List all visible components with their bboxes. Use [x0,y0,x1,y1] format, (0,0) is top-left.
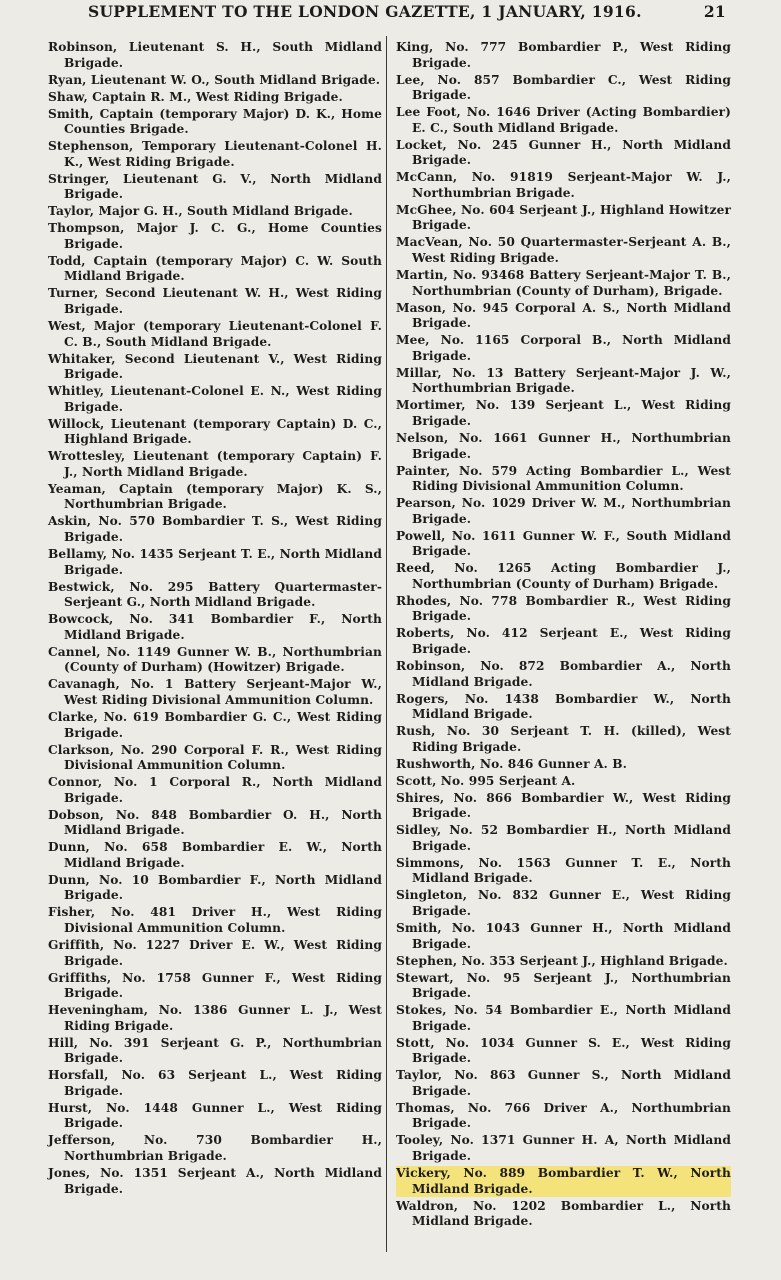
list-entry: Thomas, No. 766 Driver A., Northumbrian Brigade. [396,1100,731,1131]
list-entry: Stephenson, Temporary Lieutenant-Colonel H. K., West Riding Brigade. [48,139,382,169]
list-entry: Yeaman, Captain (temporary Major) K. S., Northumbrian Brigade. [48,481,382,512]
list-entry: McCann, No. 91819 Serjeant-Major W. J., Northumbrian Brigade. [396,170,731,200]
list-entry: Stott, No. 1034 Gunner S. E., West Riding Brigade. [396,1035,731,1066]
list-entry: Willock, Lieutenant (temporary Captain) D. C., Highland Brigade. [48,416,382,447]
list-entry: Rogers, No. 1438 Bombardier W., North Midland Brigade. [396,691,731,722]
list-entry: Ryan, Lieutenant W. O., South Midland Brigade. [48,72,381,87]
list-entry: Robinson, Lieutenant S. H., South Midland Brigade. [48,40,382,70]
list-entry: Painter, No. 579 Acting Bombardier L., West Riding Divisional Ammunition Column. [396,463,731,494]
list-entry: Shires, No. 866 Bombardier W., West Riding Brigade. [396,790,731,821]
list-entry: Griffith, No. 1227 Driver E. W., West Riding Brigade. [48,937,382,968]
list-entry: Griffiths, No. 1758 Gunner F., West Riding Brigade. [48,970,382,1001]
list-entry: Wrottesley, Lieutenant (temporary Captain) F. J., North Midland Brigade. [48,449,382,479]
list-entry: Stewart, No. 95 Serjeant J., Northumbrian Brigade. [396,970,731,1001]
list-entry: Mason, No. 945 Corporal A. S., North Midland Brigade. [396,300,731,331]
highlighted-list-entry: Vickery, No. 889 Bombardier T. W., North Midland Brigade. [396,1166,731,1196]
right-column [396,40,731,1231]
list-entry: Whitaker, Second Lieutenant V., West Riding Brigade. [48,351,382,382]
list-entry: Smith, Captain (temporary Major) D. K., Home Counties Brigade. [48,106,382,137]
list-entry: Pearson, No. 1029 Driver W. M., Northumbrian Brigade. [396,496,731,526]
list-entry: Cavanagh, No. 1 Battery Serjeant-Major W., West Riding Divisional Ammunition Column. [48,677,382,707]
page-header [88,2,738,32]
column-divider [386,36,387,1252]
page-title: SUPPLEMENT TO THE LONDON GAZETTE, 1 JANUARY, 1916. [88,2,642,21]
list-entry: Waldron, No. 1202 Bombardier L., North Midland Brigade. [396,1198,731,1229]
list-entry: Whitley, Lieutenant-Colonel E. N., West Riding Brigade. [48,384,382,414]
list-entry: Mee, No. 1165 Corporal B., North Midland Brigade. [396,333,731,363]
list-entry: Simmons, No. 1563 Gunner T. E., North Midland Brigade. [396,855,731,886]
list-entry: Clarke, No. 619 Bombardier G. C., West Riding Brigade. [48,709,382,740]
list-entry: Reed, No. 1265 Acting Bombardier J., Northumbrian (County of Durham) Brigade. [396,561,731,591]
list-entry: Bowcock, No. 341 Bombardier F., North Midland Brigade. [48,612,382,642]
list-entry: MacVean, No. 50 Quartermaster-Serjeant A. B., West Riding Brigade. [396,235,731,266]
list-entry: McGhee, No. 604 Serjeant J., Highland Howitzer Brigade. [396,202,731,233]
list-entry: Horsfall, No. 63 Serjeant L., West Riding Brigade. [48,1068,382,1098]
list-entry: Heveningham, No. 1386 Gunner L. J., West Riding Brigade. [48,1003,382,1033]
list-entry: Jones, No. 1351 Serjeant A., North Midland Brigade. [48,1166,382,1196]
list-entry: Connor, No. 1 Corporal R., North Midland Brigade. [48,775,382,805]
list-entry: Rushworth, No. 846 Gunner A. B. [396,756,627,771]
list-entry: Smith, No. 1043 Gunner H., North Midland Brigade. [396,921,731,951]
list-entry: Stephen, No. 353 Serjeant J., Highland Brigade. [396,953,728,968]
list-entry: Fisher, No. 481 Driver H., West Riding Divisional Ammunition Column. [48,905,382,935]
list-entry: Powell, No. 1611 Gunner W. F., South Midland Brigade. [396,528,731,559]
list-entry: Singleton, No. 832 Gunner E., West Riding Brigade. [396,888,731,919]
list-entry: Jefferson, No. 730 Bombardier H., Northumbrian Brigade. [48,1133,382,1164]
list-entry: Locket, No. 245 Gunner H., North Midland Brigade. [396,137,731,168]
left-column [48,40,382,1199]
list-entry: West, Major (temporary Lieutenant-Colonel F. C. B., South Midland Brigade. [48,319,382,349]
list-entry: King, No. 777 Bombardier P., West Riding Brigade. [396,40,731,70]
list-entry: Hurst, No. 1448 Gunner L., West Riding Brigade. [48,1100,382,1131]
list-entry: Bestwick, No. 295 Battery Quartermaster-Serjeant G., North Midland Brigade. [48,579,382,610]
list-entry: Dunn, No. 10 Bombardier F., North Midland Brigade. [48,872,382,903]
list-entry: Turner, Second Lieutenant W. H., West Riding Brigade. [48,286,382,317]
list-entry: Bellamy, No. 1435 Serjeant T. E., North Midland Brigade. [48,547,382,577]
list-entry: Lee Foot, No. 1646 Driver (Acting Bombardier) E. C., South Midland Brigade. [396,105,731,135]
list-entry: Tooley, No. 1371 Gunner H. A, North Midland Brigade. [396,1133,731,1164]
list-entry: Dobson, No. 848 Bombardier O. H., North Midland Brigade. [48,807,382,838]
list-entry: Stokes, No. 54 Bombardier E., North Midland Brigade. [396,1003,731,1033]
list-entry: Rhodes, No. 778 Bombardier R., West Riding Brigade. [396,593,731,624]
list-entry: Scott, No. 995 Serjeant A. [396,773,576,788]
list-entry: Martin, No. 93468 Battery Serjeant-Major T. B., Northumbrian (County of Durham), Brigade. [396,268,731,298]
list-entry: Mortimer, No. 139 Serjeant L., West Riding Brigade. [396,398,731,428]
list-entry: Rush, No. 30 Serjeant T. H. (killed), West Riding Brigade. [396,724,731,754]
list-entry: Taylor, Major G. H., South Midland Brigade. [48,204,353,219]
list-entry: Roberts, No. 412 Serjeant E., West Riding Brigade. [396,626,731,656]
list-entry: Millar, No. 13 Battery Serjeant-Major J. W., Northumbrian Brigade. [396,365,731,396]
list-entry: Clarkson, No. 290 Corporal F. R., West Riding Divisional Ammunition Column. [48,742,382,773]
list-entry: Lee, No. 857 Bombardier C., West Riding Brigade. [396,72,731,103]
list-entry: Thompson, Major J. C. G., Home Counties Brigade. [48,221,382,251]
list-entry: Shaw, Captain R. M., West Riding Brigade. [48,89,343,104]
list-entry: Dunn, No. 658 Bombardier E. W., North Midland Brigade. [48,840,382,870]
list-entry: Robinson, No. 872 Bombardier A., North Midland Brigade. [396,658,731,689]
list-entry: Todd, Captain (temporary Major) C. W. South Midland Brigade. [48,253,382,284]
list-entry: Nelson, No. 1661 Gunner H., Northumbrian Brigade. [396,430,731,461]
list-entry: Taylor, No. 863 Gunner S., North Midland Brigade. [396,1068,731,1098]
page-number: 21 [703,2,726,21]
list-entry: Stringer, Lieutenant G. V., North Midland Brigade. [48,171,382,202]
list-entry: Askin, No. 570 Bombardier T. S., West Riding Brigade. [48,514,382,545]
list-entry: Hill, No. 391 Serjeant G. P., Northumbrian Brigade. [48,1035,382,1066]
list-entry: Sidley, No. 52 Bombardier H., North Midland Brigade. [396,823,731,853]
list-entry: Cannel, No. 1149 Gunner W. B., Northumbrian (County of Durham) (Howitzer) Brigade. [48,644,382,675]
